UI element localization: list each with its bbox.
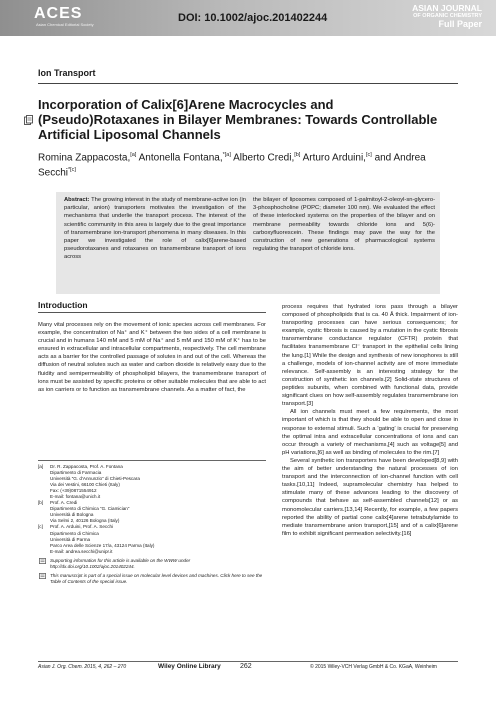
body-paragraph: Many vital processes rely on the movement of ionic species across cell membranes. For example, the concentration of Na⁺ and K⁺ between the two sides of a cell membrane is crucial and in humans 140 mM and 5 mM of Na⁺ and 5 mM and 150 mM of K⁺ has to be ensured in extracellular and intracellular compartments, respectively. The cell membrane acts as a barrier for the controlled passage of solutes in and out of the cell. Whereas the diffusion of neutral solutes such as water and carbon dioxide is relatively easy due to the fluidity and semipermeability of phospholipid bilayers, the transmembrane transport of ions must be assisted by specific proteins or other suitable molecules that are able to act as ion carriers or to function as transmembrane channels. As a matter of fact, the bbox=[38, 322, 266, 393]
author-name: Arturo Arduini, bbox=[302, 152, 366, 164]
author-affiliation-mark: *[c] bbox=[68, 167, 76, 174]
abstract-text-2: the bilayer of liposomes composed of 1-palmitoyl-2-oleoyl-sn-glycero-3-phosphocholine (POPC; diameter 100 nm). We evaluated the effect of these interlocked systems on the properties of the bilayer and on membrane permeability towards chloride ions and 5(6)-carboxyfluorescein. These findings may pave the way for the construction of new generations of pharmacological systems regulating the transport of chloride ions. bbox=[253, 197, 435, 253]
divider bbox=[38, 83, 458, 84]
supporting-info-text: Supporting information for this article is available on the WWW under http://dx.doi.org/10.1002/ajoc.201402244. bbox=[50, 557, 191, 569]
affiliation-line: Via dei Vestini, 66100 Chieti (Italy) bbox=[50, 482, 120, 488]
author-name: and Andrea Secchi bbox=[38, 152, 426, 179]
article-title: Incorporation of Calix[6]Arene Macrocycles and (Pseudo)Rotaxanes in Bilayer Membranes: Towards Controllable Artificial Liposomal Channels bbox=[38, 97, 438, 142]
doi-link[interactable]: DOI: 10.1002/ajoc.201402244 bbox=[178, 12, 328, 24]
affiliation-list bbox=[38, 464, 270, 555]
copyright: © 2015 Wiley-VCH Verlag GmbH & Co. KGaA, Weinheim bbox=[310, 664, 437, 670]
abstract-box bbox=[56, 192, 440, 294]
body-paragraph: Several synthetic ion transporters have been developed[8,9] with the aim of better understanding the natural processes of ion transport and the interconnection of ion-channel function with cell tasks.[10,11] Indeed, supramolecular chemistry has helped to stimulate many of these advances leading to the discovery of compounds that behave as self-assembled channels[12] or as monomolecular carriers.[13,14] Recently, for example, a few papers reported the ability of partial cone calix[4]arene tetrabutylamide to mediate transmembrane anion transport,[15] and of a calix[6]arene film to exhibit significant permeation selectivity.[16] bbox=[282, 457, 458, 537]
supporting-info-note[interactable] bbox=[38, 558, 270, 570]
affiliation-tag: [b] bbox=[38, 500, 44, 506]
affiliation-line: Dr. R. Zappacosta, Prof. A. Fontana bbox=[50, 464, 123, 469]
affiliation-line: Fax: (+39)0871554912 bbox=[50, 488, 97, 494]
affiliation-line: Prof. A. Credi bbox=[50, 500, 78, 506]
journal-line-1: ASIAN JOURNAL bbox=[412, 3, 482, 13]
journal-name bbox=[412, 3, 482, 29]
special-issue-text: This manuscript is part of a special issue on molecular level devices and machines. Click here to see the Table of Contents of the special issue. bbox=[50, 572, 263, 584]
affiliation-line: Dipartimento di Chimica “G. Ciamician” bbox=[50, 506, 130, 512]
affiliation-line: Università “G. d’Annunzio” di Chieti-Pescara bbox=[50, 476, 140, 482]
affiliation-line: Parco Area delle Scienze 17/a, 43124 Parma (Italy) bbox=[50, 542, 155, 548]
author-name: Romina Zappacosta, bbox=[38, 152, 131, 164]
abstract-text-1: The growing interest in the study of membrane-active ion (in particular, anion) transporters motivates the investigation of the mechanisms that underlie the transport process. The interest of the scientific community in this area is largely due to the great importance of transmembrane ion-transport phenomena in many diseases. In this paper we investigated the role of calix[6]arene-based pseudorotaxanes and rotaxanes on transmembrane transport of ions across bbox=[64, 197, 246, 261]
author-affiliation-mark: [c] bbox=[365, 152, 372, 158]
affiliations bbox=[38, 464, 270, 585]
intro-left-column bbox=[38, 321, 266, 394]
affiliation-tag: [a] bbox=[38, 464, 44, 469]
section-label: Ion Transport bbox=[38, 68, 96, 78]
affiliation-divider bbox=[38, 460, 266, 461]
affiliation-lines bbox=[50, 464, 140, 500]
introduction-heading: Introduction bbox=[38, 300, 88, 310]
author-affiliation-mark: *[a] bbox=[222, 152, 231, 158]
body-paragraph: process requires that hydrated ions pass through a bilayer composed of phospholipids that is ca. 40 Å thick. Impairment of ion-transporting processes can have serious consequences; for example, cystic fibrosis is caused by a mutation in the cystic fibrosis transmembrane conductance regulator (CFTR) protein that facilitates transmembrane Cl⁻ transport in the epithelial cells lining the lung.[1] While the design and synthesis of new ionophores is still a challenge, models of ion-channel activity are of more immediate relevance. Self-assembly is an interesting strategy for the construction of synthetic ion channels.[2] Solid-state structures of peptides subunits, when combined with functional data, provide significant clues on how self-assembly regulates transmembrane ion transport.[3] bbox=[282, 304, 458, 408]
affiliation-line: Università di Bologna bbox=[50, 512, 94, 518]
abstract-column-2 bbox=[253, 196, 435, 253]
wiley-online-library-link[interactable]: Wiley Online Library bbox=[158, 663, 221, 670]
affiliation-line: Via Selmi 2, 40126 Bologna (Italy) bbox=[50, 518, 120, 524]
supporting-info-icon bbox=[39, 558, 46, 564]
author-list bbox=[38, 149, 458, 180]
affiliation-lines bbox=[50, 524, 154, 554]
author-affiliation-mark: [a] bbox=[130, 152, 137, 158]
heading-underline bbox=[38, 312, 266, 313]
citation: Asian J. Org. Chem. 2015, 4, 262 – 270 bbox=[38, 664, 127, 670]
affiliation-tag: [c] bbox=[38, 524, 43, 530]
journal-line-2: OF ORGANIC CHEMISTRY bbox=[413, 13, 482, 19]
author-name: Alberto Credi, bbox=[233, 152, 295, 164]
footer-divider bbox=[38, 661, 458, 662]
affiliation-item bbox=[38, 524, 270, 554]
affiliation-line: E-mail: andrea.secchi@unipr.it bbox=[50, 548, 113, 554]
special-issue-note[interactable] bbox=[38, 573, 270, 585]
affiliation-line: E-mail: fontana@unich.it bbox=[50, 494, 101, 500]
affiliation-item bbox=[38, 500, 270, 524]
affiliation-line: Università di Parma bbox=[50, 536, 91, 542]
page-number: 262 bbox=[240, 663, 252, 670]
journal-header-bar bbox=[0, 0, 496, 36]
affiliation-item bbox=[38, 464, 270, 500]
supporting-info-icon[interactable] bbox=[24, 115, 33, 125]
aces-logo-subtitle: Asian Chemical Editorial Society bbox=[36, 22, 94, 27]
abstract-column-1 bbox=[64, 196, 246, 262]
document-icon bbox=[39, 573, 46, 579]
author-name: Antonella Fontana, bbox=[138, 152, 223, 164]
abstract-label: Abstract: bbox=[64, 197, 90, 203]
affiliation-line: Dipartimento di Chimica bbox=[50, 530, 99, 536]
affiliation-lines bbox=[50, 500, 129, 524]
body-paragraph: All ion channels must meet a few requirements, the most important of which is that they should be able to open and close in response to external stimuli. Such a ‘gating’ is crucial for preserving the optimal intra and extracellular concentrations of ions and can occur through a variety of mechanisms,[4] such as voltage[5] and pH variations,[6] as well as binding of molecules to the rim.[7] bbox=[282, 409, 458, 456]
intro-right-column bbox=[282, 303, 458, 538]
aces-logo: ACES bbox=[34, 5, 83, 22]
affiliation-line: Dipartimento di Farmacia bbox=[50, 470, 102, 476]
article-type: Full Paper bbox=[438, 19, 482, 29]
author-affiliation-mark: [b] bbox=[294, 152, 301, 158]
affiliation-line: Prof. A. Arduini, Prof. A. Secchi bbox=[50, 524, 114, 530]
